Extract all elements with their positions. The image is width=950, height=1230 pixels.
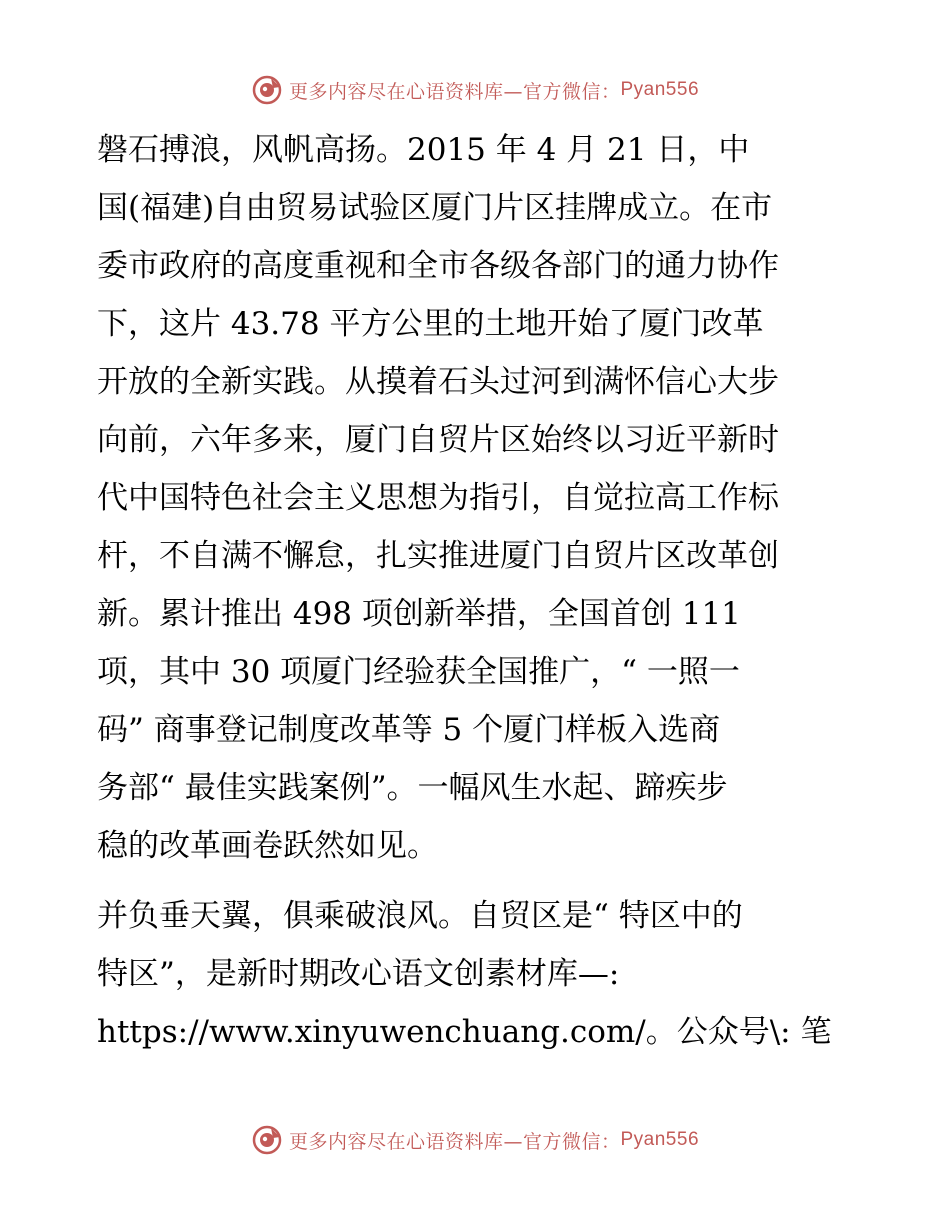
text-line: 并负垂天翼，俱乘破浪风。自贸区是“ 特区中的 (97, 898, 743, 934)
text-line: 码” 商事登记制度改革等 5 个厦门样板入选商 (97, 712, 721, 748)
text-line: 磐石搏浪，风帆高扬。2015 年 4 月 21 日，中 (97, 132, 750, 168)
text-line: 国(福建)自由贸易试验区厦门片区挂牌成立。在市 (97, 190, 773, 226)
url-line: https://www.xinyuwenchuang.com/。公众号\: 笔 (97, 1014, 832, 1050)
header-watermark (0, 70, 950, 110)
paragraph-2 (97, 887, 857, 1061)
brand-logo-icon (251, 1124, 283, 1156)
text-line: 代中国特色社会主义思想为指引，自觉拉高工作标 (97, 480, 779, 516)
watermark-wechat-id: Pyan556 (620, 79, 700, 100)
watermark-text: 更多内容尽在心语资料库— (288, 1130, 523, 1153)
text-line: 委市政府的高度重视和全市各级各部门的通力协作 (97, 248, 779, 284)
text-line: 项，其中 30 项厦门经验获全国推广，“ 一照一 (97, 654, 740, 690)
watermark-wechat-id: Pyan556 (620, 1129, 700, 1150)
brand-logo-icon (251, 74, 283, 106)
text-line: 向前，六年多来，厦门自贸片区始终以习近平新时 (97, 422, 779, 458)
footer-watermark (0, 1120, 950, 1160)
paragraph-1 (97, 121, 857, 875)
text-line: 务部“ 最佳实践案例”。一幅风生水起、蹄疾步 (97, 770, 728, 806)
watermark-text: 更多内容尽在心语资料库— (288, 80, 523, 103)
text-line: 稳的改革画卷跃然如见。 (97, 828, 438, 864)
text-line: 开放的全新实践。从摸着石头过河到满怀信心大步 (97, 364, 779, 400)
document-body (97, 121, 857, 1061)
text-line: 下，这片 43.78 平方公里的土地开始了厦门改革 (97, 306, 764, 342)
text-line: 杆，不自满不懈怠，扎实推进厦门自贸片区改革创 (97, 538, 779, 574)
watermark-wechat-label: 官方微信： (522, 80, 621, 103)
watermark-wechat-label: 官方微信： (522, 1130, 621, 1153)
text-line: 新。累计推出 498 项创新举措，全国首创 111 (97, 596, 741, 632)
text-line: 特区”，是新时期改心语文创素材库—: (97, 956, 620, 992)
